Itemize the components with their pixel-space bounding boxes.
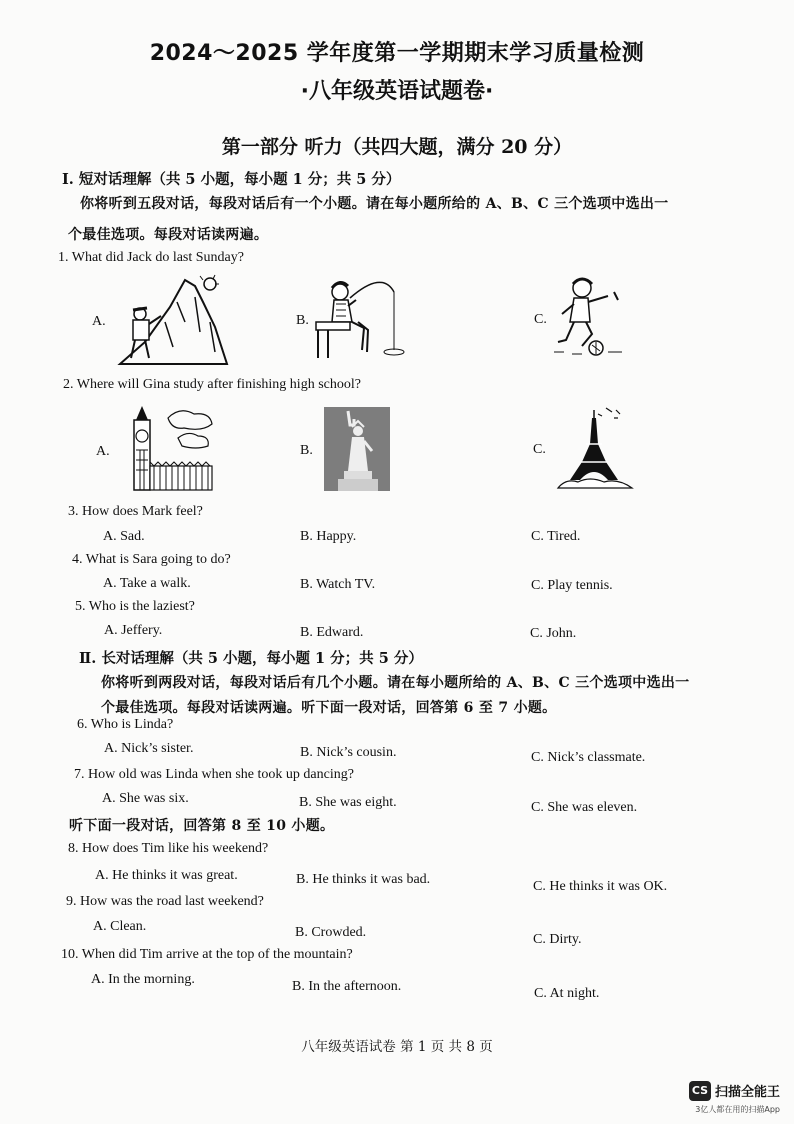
section2-instruction-line1: 你将听到两段对话，每段对话后有几个小题。请在每小题所给的 A、B、C 三个选项中选出一 (101, 675, 690, 691)
q9-text: 9. How was the road last weekend? (66, 894, 264, 909)
big-ben-icon (122, 404, 217, 494)
q3-option-b: B. Happy. (300, 529, 357, 544)
q4-option-b: B. Watch TV. (300, 577, 376, 592)
section2-heading: Ⅱ. 长对话理解（共 5 小题，每小题 1 分；共 5 分） (79, 650, 423, 667)
mountain-climbing-icon (115, 272, 230, 367)
q5-option-a: A. Jeffery. (104, 623, 163, 638)
q8-option-a: A. He thinks it was great. (95, 868, 238, 883)
scanner-tagline: 3亿人都在用的扫描App (695, 1105, 780, 1114)
exam-title: 2024～2025 学年度第一学期期末学习质量检测 (149, 41, 645, 66)
q5-option-c: C. John. (530, 626, 577, 641)
q7-option-b: B. She was eight. (299, 795, 397, 810)
q9-option-b: B. Crowded. (295, 925, 367, 940)
q6-option-c: C. Nick’s classmate. (531, 750, 646, 765)
q1-text: 1. What did Jack do last Sunday? (58, 250, 244, 265)
q9-option-a: A. Clean. (93, 919, 147, 934)
q3-text: 3. How does Mark feel? (68, 504, 203, 519)
q10-text: 10. When did Tim arrive at the top of the mountain? (61, 947, 353, 962)
q9-option-c: C. Dirty. (533, 932, 582, 947)
scanner-watermark (689, 1080, 780, 1101)
page-footer: 八年级英语试卷 第 1 页 共 8 页 (301, 1039, 493, 1055)
section2-instruction-line2: 个最佳选项。每段对话读两遍。听下面一段对话，回答第 6 至 7 小题。 (101, 700, 557, 716)
q2-label-a: A. (96, 444, 110, 459)
scanner-logo-icon: CS (689, 1081, 711, 1101)
q6-option-b: B. Nick’s cousin. (300, 745, 397, 760)
q10-option-a: A. In the morning. (91, 972, 195, 987)
fishing-icon (312, 270, 407, 365)
q8-option-c: C. He thinks it was OK. (533, 879, 668, 894)
section1-heading: Ⅰ. 短对话理解（共 5 小题，每小题 1 分；共 5 分） (62, 171, 401, 188)
statue-of-liberty-icon (324, 407, 390, 491)
q7-option-a: A. She was six. (102, 791, 189, 806)
q2-label-b: B. (300, 443, 313, 458)
eiffel-tower-icon (556, 404, 636, 494)
q10-option-c: C. At night. (534, 986, 600, 1001)
q4-option-a: A. Take a walk. (103, 576, 191, 591)
q8-option-b: B. He thinks it was bad. (296, 872, 431, 887)
scanner-app-name: 扫描全能王 (714, 1085, 780, 1100)
q5-option-b: B. Edward. (300, 625, 364, 640)
q7-option-c: C. She was eleven. (531, 800, 638, 815)
q8-text: 8. How does Tim like his weekend? (68, 841, 269, 856)
q4-text: 4. What is Sara going to do? (72, 552, 231, 567)
section1-instruction-line2: 个最佳选项。每段对话读两遍。 (68, 227, 269, 243)
q10-option-b: B. In the afternoon. (292, 979, 402, 994)
q6-option-a: A. Nick’s sister. (104, 741, 194, 756)
q5-text: 5. Who is the laziest? (75, 599, 195, 614)
q1-label-c: C. (534, 312, 547, 327)
q6-text: 6. Who is Linda? (77, 717, 174, 732)
q3-option-a: A. Sad. (103, 529, 145, 544)
q4-option-c: C. Play tennis. (531, 578, 613, 593)
part1-title: 第一部分 听力（共四大题，满分 20 分） (221, 136, 573, 158)
soccer-icon (552, 272, 632, 357)
section1-instruction-line1: 你将听到五段对话，每段对话后有一个小题。请在每小题所给的 A、B、C 三个选项中选出一 (80, 196, 669, 212)
exam-subtitle: ·八年级英语试题卷· (300, 79, 494, 104)
q1-label-b: B. (296, 313, 309, 328)
q2-label-c: C. (533, 442, 546, 457)
q7-text: 7. How old was Linda when she took up dancing? (74, 767, 354, 782)
q3-option-c: C. Tired. (531, 529, 581, 544)
dialogue2-note: 听下面一段对话，回答第 8 至 10 小题。 (69, 818, 335, 834)
q2-text: 2. Where will Gina study after finishing high school? (63, 377, 361, 392)
q1-label-a: A. (92, 314, 106, 329)
